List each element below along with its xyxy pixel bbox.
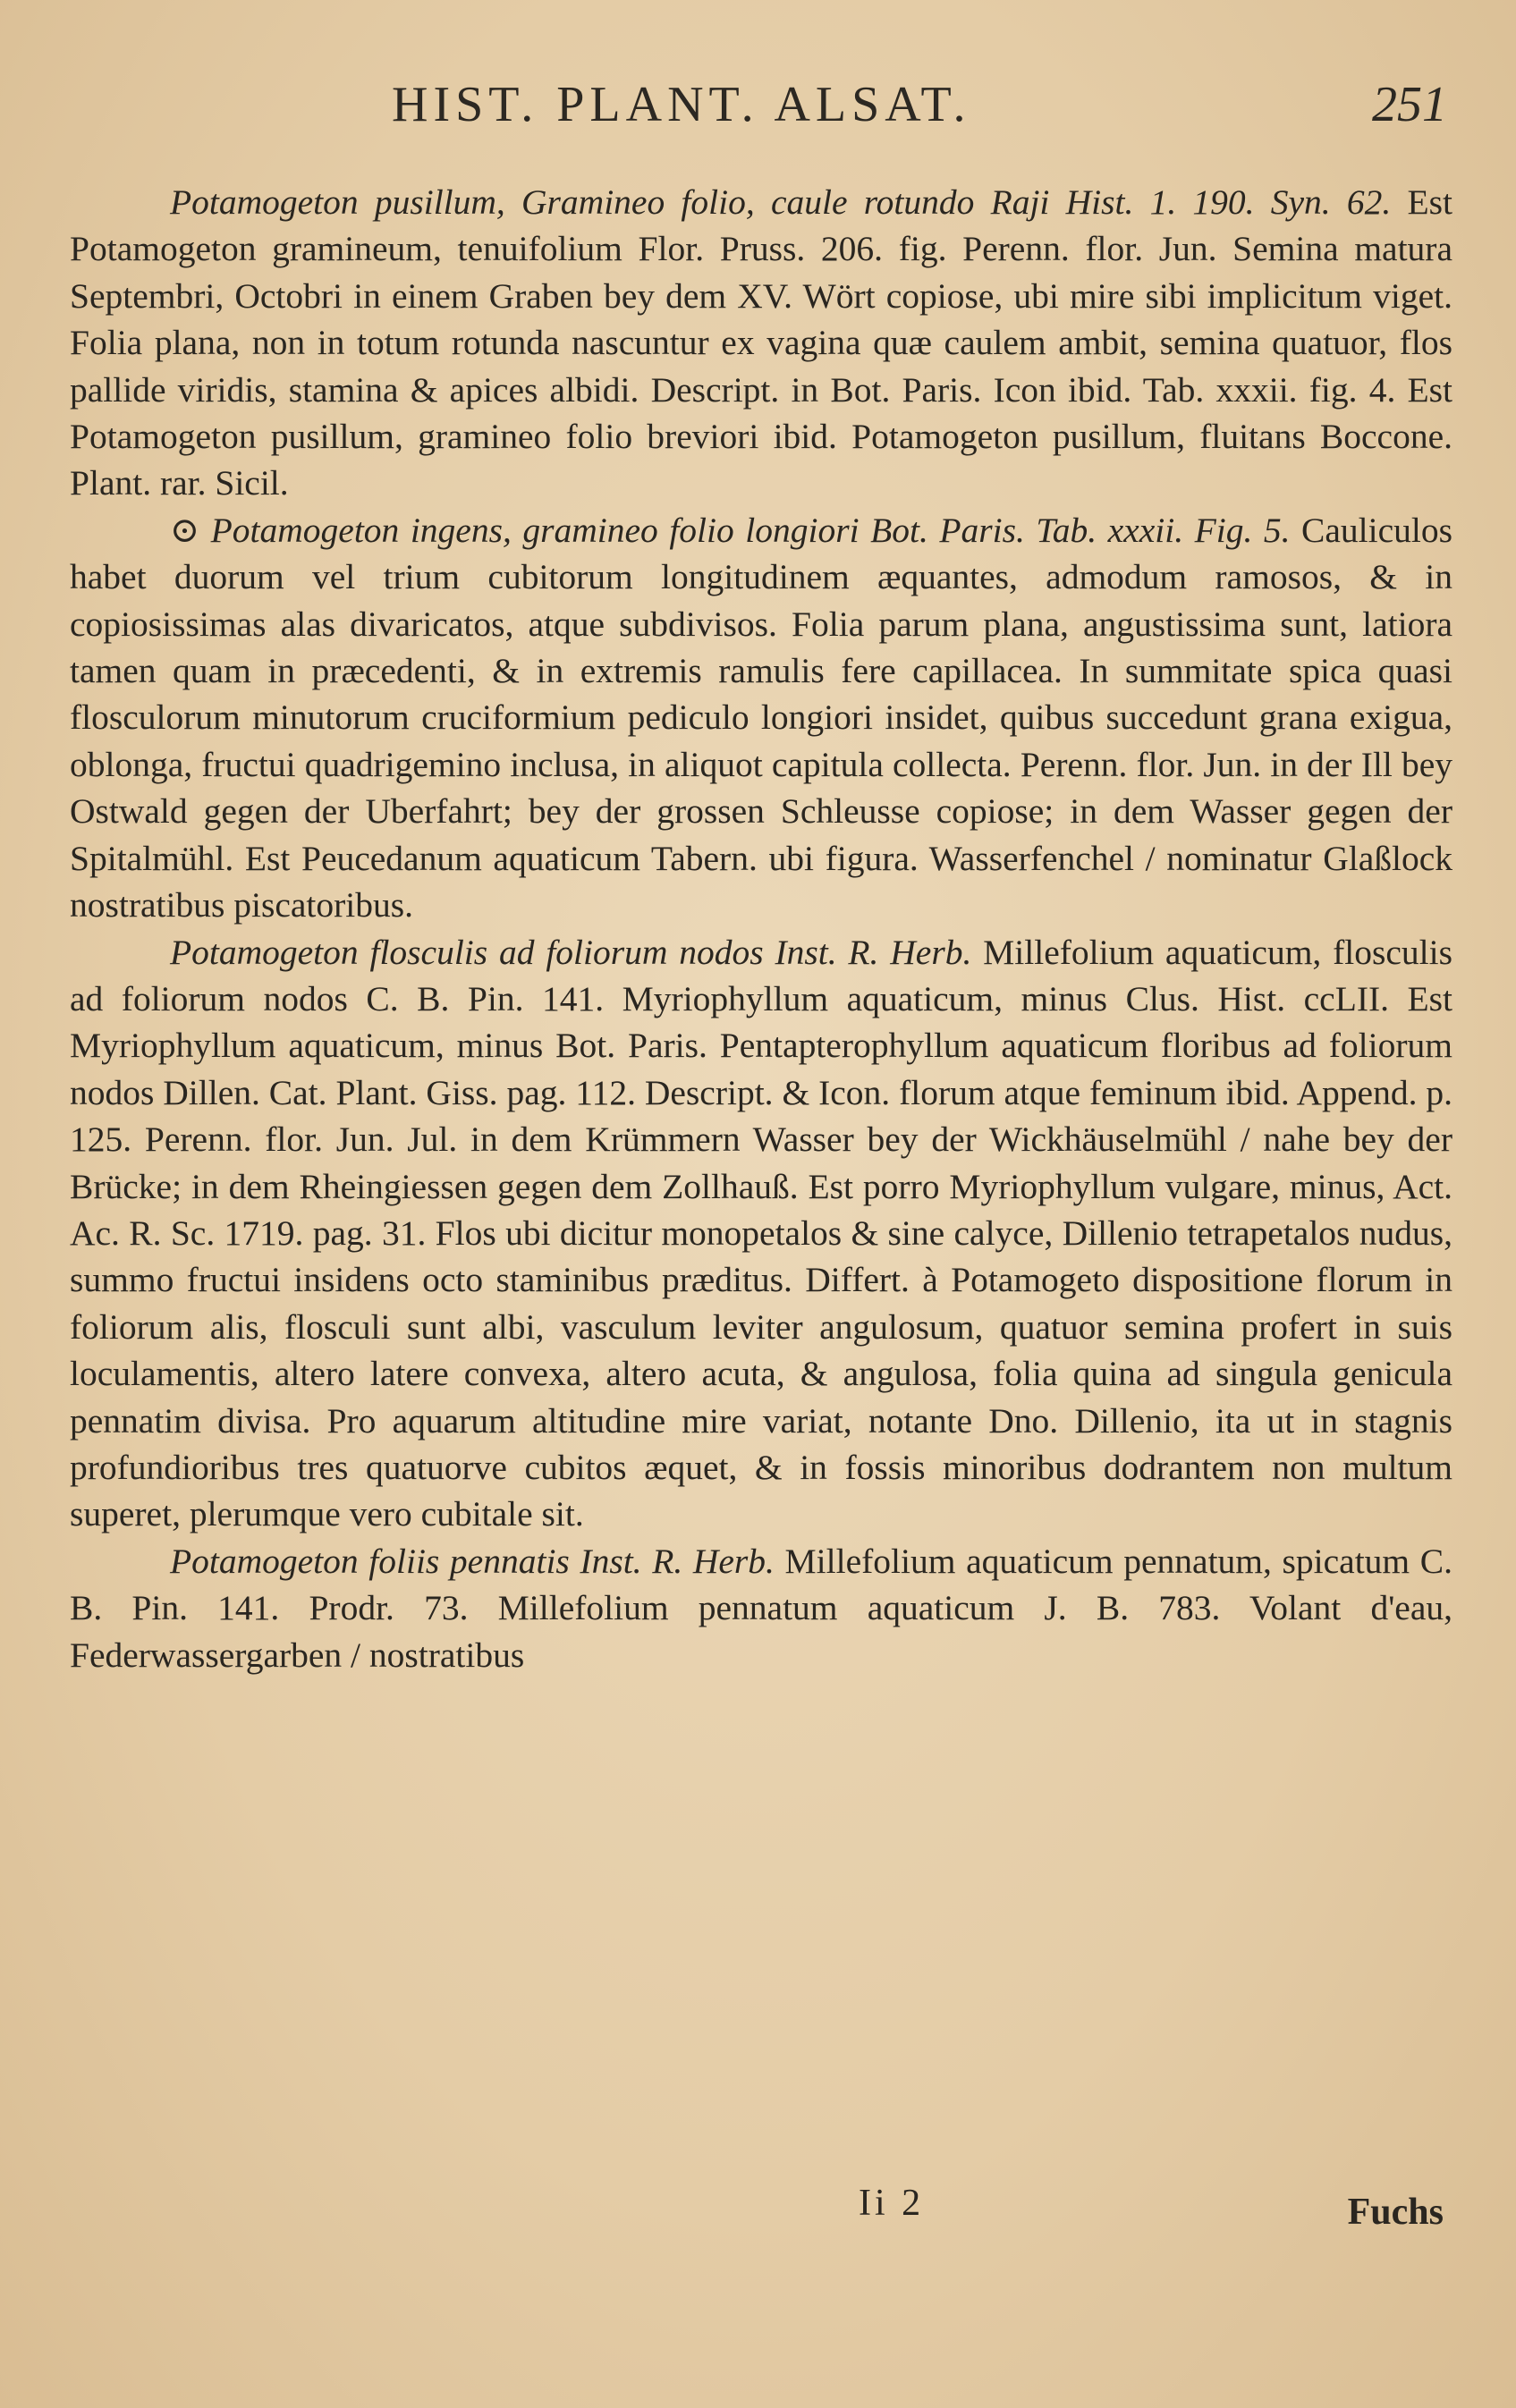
page-number: 251 bbox=[1372, 77, 1447, 132]
entry-text: Millefolium aquaticum pennatum, spicatum C. B. Pin. 141. Prodr. 73. Millefolium pennatum aquaticum J. B. 783. Volant d'eau, Federwassergarben / nostratibus bbox=[70, 1541, 1452, 1675]
entry-lemma: Potamogeton foliis pennatis Inst. R. Herb. bbox=[170, 1541, 775, 1581]
book-page bbox=[70, 0, 1452, 2408]
entry-potamogeton-ingens bbox=[70, 507, 1452, 929]
entry-potamogeton-pennatis bbox=[70, 1538, 1452, 1678]
entry-potamogeton-flosculis bbox=[70, 929, 1452, 1538]
entry-text: Cauliculos habet duorum vel trium cubitorum longitudinem æquantes, admodum ramosos, & in copiosissimas alas divaricatos, atque subdivisos. Folia parum plana, angustissima sunt, latiora tamen quam in præcedenti, & in extremis ramulis fere capillacea. In summitate spica quasi flosculorum minutorum cruciformium pediculo longiori insidet, quibus succedunt grana exigua, oblonga, fructui quadrigemino inclusa, in aliquot capitula collecta. Perenn. flor. Jun. in der Ill bey Ostwald gegen der Uberfahrt; bey der grossen Schleusse copiose; in dem Wasser gegen der Spitalmühl. Est Peucedanum aquaticum Tabern. ubi figura. Wasserfenchel / nominatur Glaßlock nostratibus piscatoribus. bbox=[70, 510, 1453, 925]
perennial-symbol-icon: ⊙ bbox=[170, 510, 200, 550]
running-head: HIST. PLANT. ALSAT. bbox=[392, 77, 971, 132]
page-header bbox=[70, 76, 1452, 148]
entry-potamogeton-pusillum bbox=[70, 179, 1452, 507]
entry-text: Est Potamogeton gramineum, tenuifolium Flor. Pruss. 206. fig. Perenn. flor. Jun. Semina matura Septembri, Octobri in einem Graben bey dem XV. Wört copiose, ubi mire sibi implicitum viget. Folia plana, non in totum rotunda nascuntur ex vagina quæ caulem ambit, semina quatuor, flos pallide viridis, stamina & apices albidi. Descript. in Bot. Paris. Icon ibid. Tab. xxxii. fig. 4. Est Potamogeton pusillum, gramineo folio breviori ibid. Potamogeton pusillum, fluitans Boccone. Plant. rar. Sicil. bbox=[70, 182, 1453, 503]
entry-text: Millefolium aquaticum, flosculis ad foliorum nodos C. B. Pin. 141. Myriophyllum aquaticum, minus Clus. Hist. ccLII. Est Myriophyllum aquaticum, minus Bot. Paris. Pentapterophyllum aquaticum floribus ad foliorum nodos Dillen. Cat. Plant. Giss. pag. 112. Descript. & Icon. florum atque feminum ibid. Append. p. 125. Perenn. flor. Jun. Jul. in dem Krümmern Wasser bey der Wickhäuselmühl / nahe bey der Brücke; in dem Rheingiessen gegen dem Zollhauß. Est porro Myriophyllum vulgare, minus, Act. Ac. R. Sc. 1719. pag. 31. Flos ubi dicitur monopetalos & sine calyce, Dillenio tetrapetalos nudus, summo fructui insidens octo staminibus præditus. Differt. à Potamogeto dispositione florum in foliorum alis, flosculi sunt albi, vasculum leviter angulosum, quatuor semina profert in suis loculamentis, altero latere convexa, altero acuta, & angulosa, folia quina ad singula genicula pennatim divisa. Pro aquarum altitudine mire variat, notante Dno. Dillenio, ita ut in stagnis profundioribus tres quatuorve cubitos æquet, & in fossis minoribus dodrantem non multum superet, plerumque vero cubitale sit. bbox=[70, 932, 1453, 1534]
entry-lemma: Potamogeton ingens, gramineo folio longiori Bot. Paris. Tab. xxxii. Fig. 5. bbox=[210, 510, 1291, 550]
catchword: Fuchs bbox=[1347, 2192, 1444, 2233]
entry-lemma: Potamogeton flosculis ad foliorum nodos Inst. R. Herb. bbox=[170, 932, 972, 972]
page-footer bbox=[70, 2182, 1452, 2244]
page-body bbox=[70, 179, 1452, 1678]
entry-lemma: Potamogeton pusillum, Gramineo folio, caule rotundo Raji Hist. 1. 190. Syn. 62. bbox=[170, 182, 1392, 222]
signature-mark: Ii 2 bbox=[859, 2183, 925, 2224]
